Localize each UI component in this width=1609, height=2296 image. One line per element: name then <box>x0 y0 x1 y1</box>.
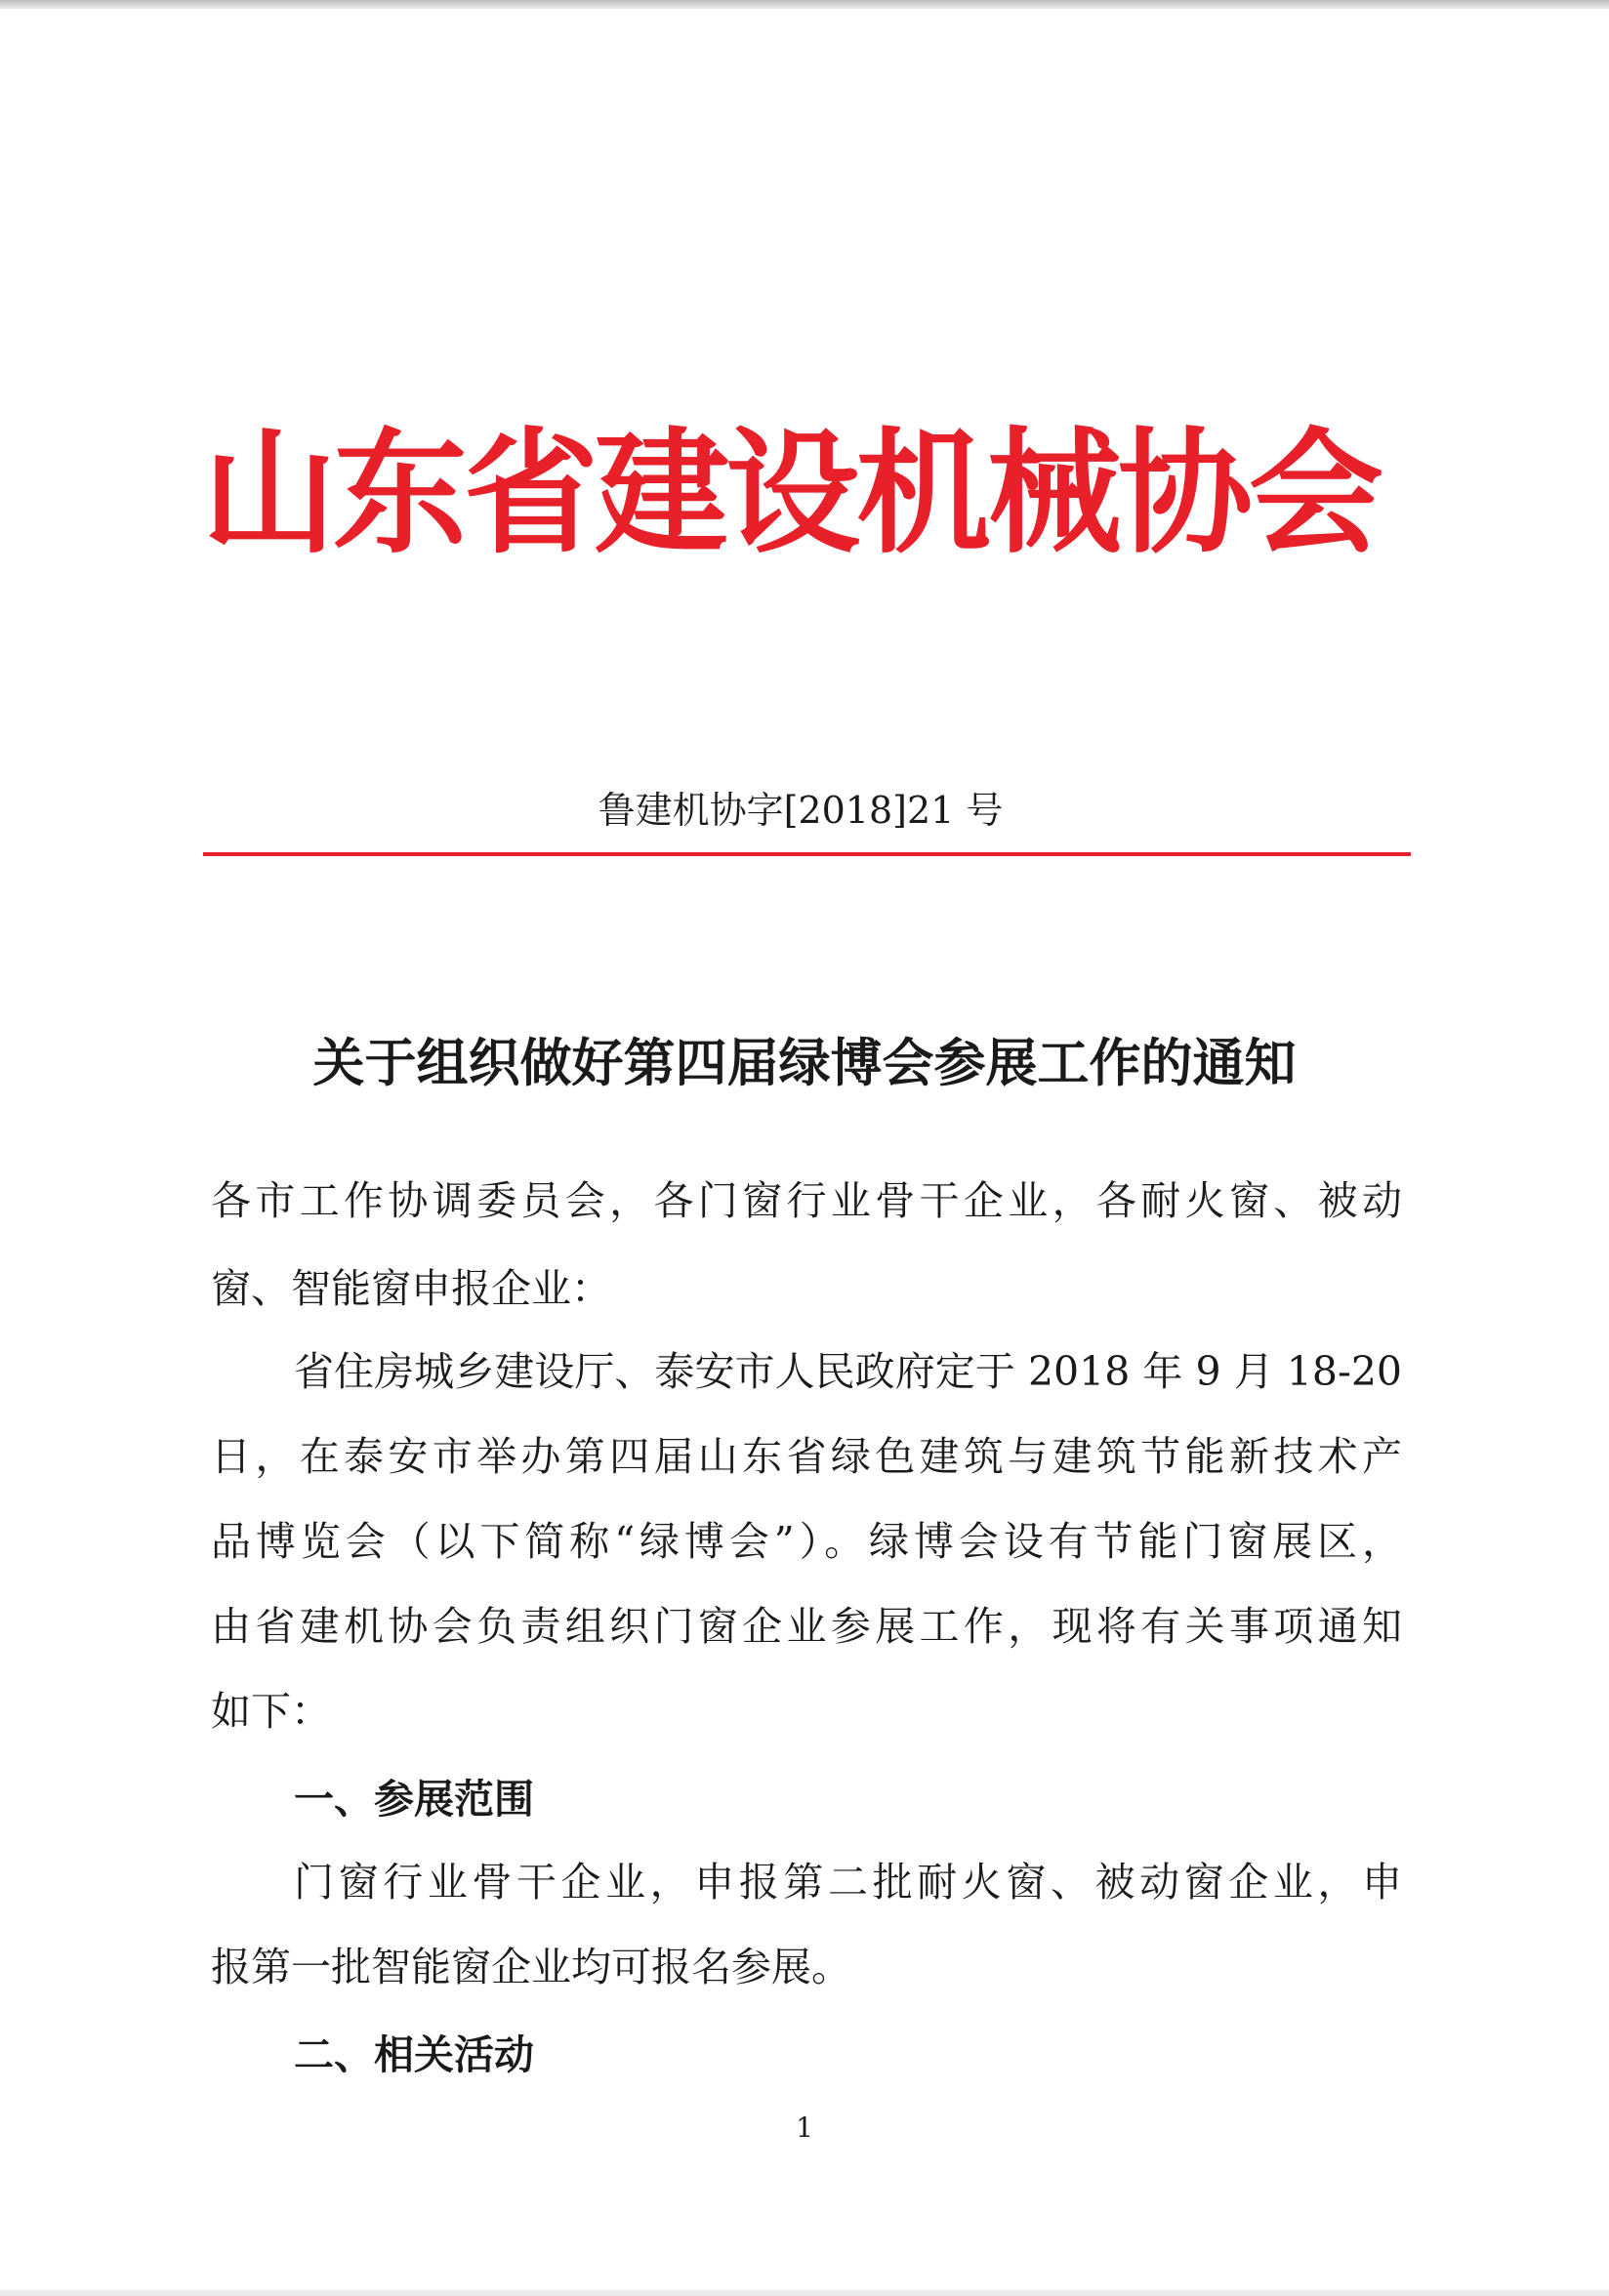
document-number: 鲁建机协字[2018]21 号 <box>598 789 1004 832</box>
section-1-heading: 一、参展范围 <box>294 1776 534 1823</box>
letterhead-org-name: 山东省建设机械协会 <box>201 413 1380 572</box>
addressee-line-1: 各市工作协调委员会，各门窗行业骨干企业，各耐火窗、被动 <box>211 1177 1402 1224</box>
intro-line-4: 由省建机协会负责组织门窗企业参展工作，现将有关事项通知 <box>211 1603 1402 1650</box>
section-1-line-1: 门窗行业骨干企业，申报第二批耐火窗、被动窗企业，申 <box>294 1859 1402 1906</box>
page-number: 1 <box>796 2112 813 2144</box>
intro-line-1: 省住房城乡建设厅、泰安市人民政府定于 2018 年 9 月 18-20 <box>294 1348 1402 1395</box>
scan-edge-bottom <box>0 2290 1609 2296</box>
notice-title: 关于组织做好第四届绿博会参展工作的通知 <box>312 1034 1297 1093</box>
intro-line-2: 日，在泰安市举办第四届山东省绿色建筑与建筑节能新技术产 <box>211 1433 1402 1480</box>
addressee-line-2: 窗、智能窗申报企业： <box>211 1265 611 1312</box>
intro-line-3: 品博览会（以下简称“绿博会”）。绿博会设有节能门窗展区， <box>211 1518 1402 1565</box>
scan-edge-top <box>0 0 1609 9</box>
intro-line-5: 如下： <box>211 1688 331 1735</box>
section-2-heading: 二、相关活动 <box>294 2031 534 2078</box>
letterhead-red-rule <box>203 852 1411 856</box>
section-1-line-2: 报第一批智能窗企业均可报名参展。 <box>211 1944 851 1990</box>
